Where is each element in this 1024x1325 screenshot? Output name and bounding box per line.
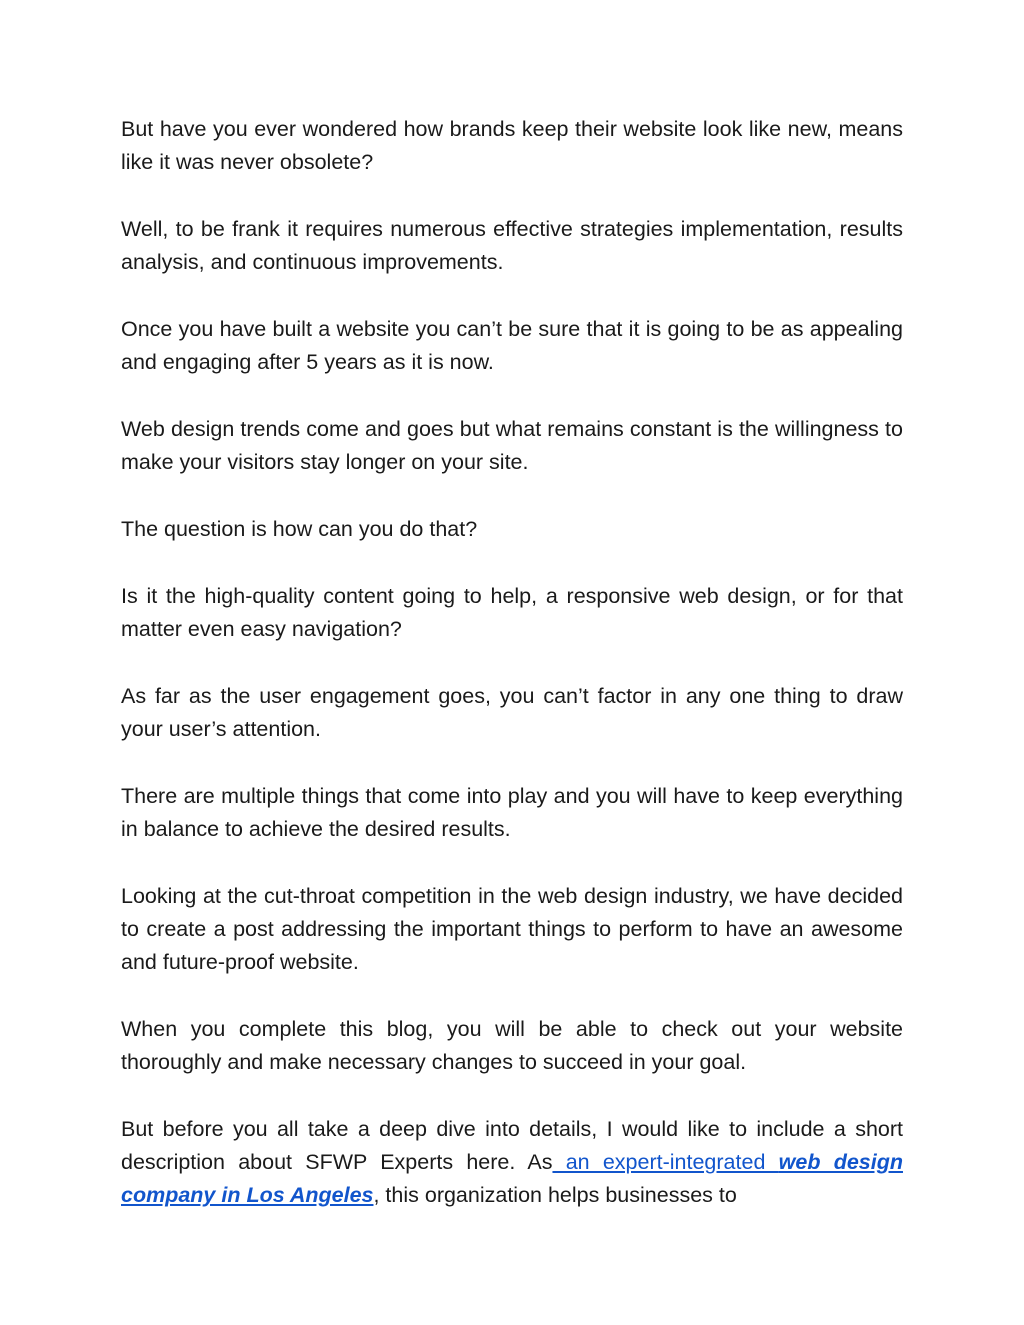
paragraph-4: Web design trends come and goes but what remains constant is the willingness to make your visitors stay longer on your site.: [121, 417, 903, 474]
document-page: [121, 113, 903, 1246]
paragraph-1: But have you ever wondered how brands keep their website look like new, means like it was never obsolete?: [121, 117, 903, 174]
paragraph-11-outro: , this organization helps businesses to: [373, 1183, 737, 1207]
company-link-bold[interactable]: web design company in Los Angeles: [121, 1150, 903, 1207]
paragraph-8: There are multiple things that come into play and you will have to keep everything in balance to achieve the desired results.: [121, 784, 903, 841]
paragraph-5: The question is how can you do that?: [121, 517, 478, 541]
paragraph-11: [121, 1113, 903, 1212]
paragraph-2: Well, to be frank it requires numerous effective strategies implementation, results analysis, and continuous improvements.: [121, 217, 903, 274]
paragraph-6: Is it the high-quality content going to help, a responsive web design, or for that matter even easy navigation?: [121, 584, 903, 641]
paragraph-7: As far as the user engagement goes, you can’t factor in any one thing to draw your user’s attention.: [121, 684, 903, 741]
paragraph-11-intro: But before you all take a deep dive into details, I would like to include a short description about SFWP Experts here. As: [121, 1117, 903, 1174]
company-link-plain[interactable]: an expert-integrated: [552, 1150, 779, 1174]
paragraph-10: When you complete this blog, you will be able to check out your website thoroughly and make necessary changes to succeed in your goal.: [121, 1017, 903, 1074]
paragraph-3: Once you have built a website you can’t be sure that it is going to be as appealing and engaging after 5 years as it is now.: [121, 317, 903, 374]
paragraph-9: Looking at the cut-throat competition in the web design industry, we have decided to create a post addressing the important things to perform to have an awesome and future-proof website.: [121, 884, 903, 974]
